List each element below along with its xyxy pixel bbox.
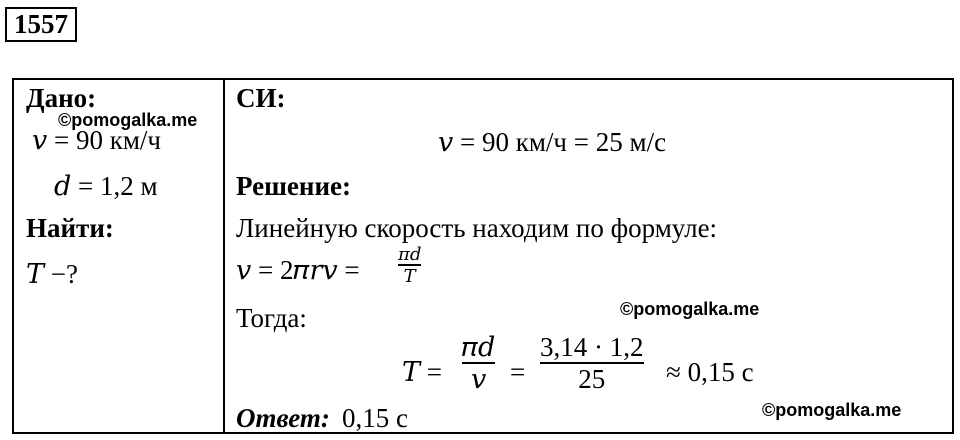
answer-label: Ответ: — [236, 403, 330, 433]
find-quantity: 𝑇 −? — [26, 259, 78, 289]
t-fraction-1-numerator: 𝜋𝑑 — [462, 332, 496, 362]
given-heading: Дано: — [26, 83, 97, 113]
solution-table — [12, 78, 954, 434]
formula-fraction — [398, 244, 421, 286]
watermark-1: ©pomogalka.me — [58, 110, 198, 130]
t-fraction-2-denominator: 25 — [578, 364, 606, 394]
then-label: Тогда: — [236, 303, 307, 333]
si-conversion: 𝑣 = 90 км/ч = 25 м/с — [438, 127, 667, 157]
t-fraction-1 — [462, 332, 495, 394]
problem-number: 1557 — [5, 7, 77, 42]
watermark-3: ©pomogalka.me — [762, 400, 902, 420]
watermark-2: ©pomogalka.me — [620, 299, 760, 319]
column-divider — [223, 80, 225, 432]
t-lhs: 𝑇 = — [402, 357, 442, 387]
t-fraction-2-numerator: 3,14 · 1,2 — [540, 332, 644, 362]
formula-numerator: 𝜋𝑑 — [398, 244, 422, 264]
t-equals: = — [510, 357, 526, 387]
t-fraction-1-denominator: 𝑣 — [471, 364, 487, 394]
given-diameter: 𝑑 = 1,2 м — [54, 171, 158, 201]
formula-denominator: 𝑇 — [403, 266, 416, 286]
t-fraction-2 — [540, 332, 644, 394]
si-heading: СИ: — [236, 83, 286, 113]
answer-value: 0,15 с — [342, 403, 408, 433]
solution-heading: Решение: — [236, 171, 351, 201]
solution-intro: Линейную скорость находим по формуле: — [236, 213, 718, 243]
given-velocity: 𝑣 = 90 км/ч — [32, 125, 162, 155]
formula-lhs: 𝑣 = 2𝜋𝑟𝑣 = — [236, 255, 360, 285]
find-heading: Найти: — [26, 213, 114, 243]
t-result: ≈ 0,15 с — [666, 357, 754, 387]
